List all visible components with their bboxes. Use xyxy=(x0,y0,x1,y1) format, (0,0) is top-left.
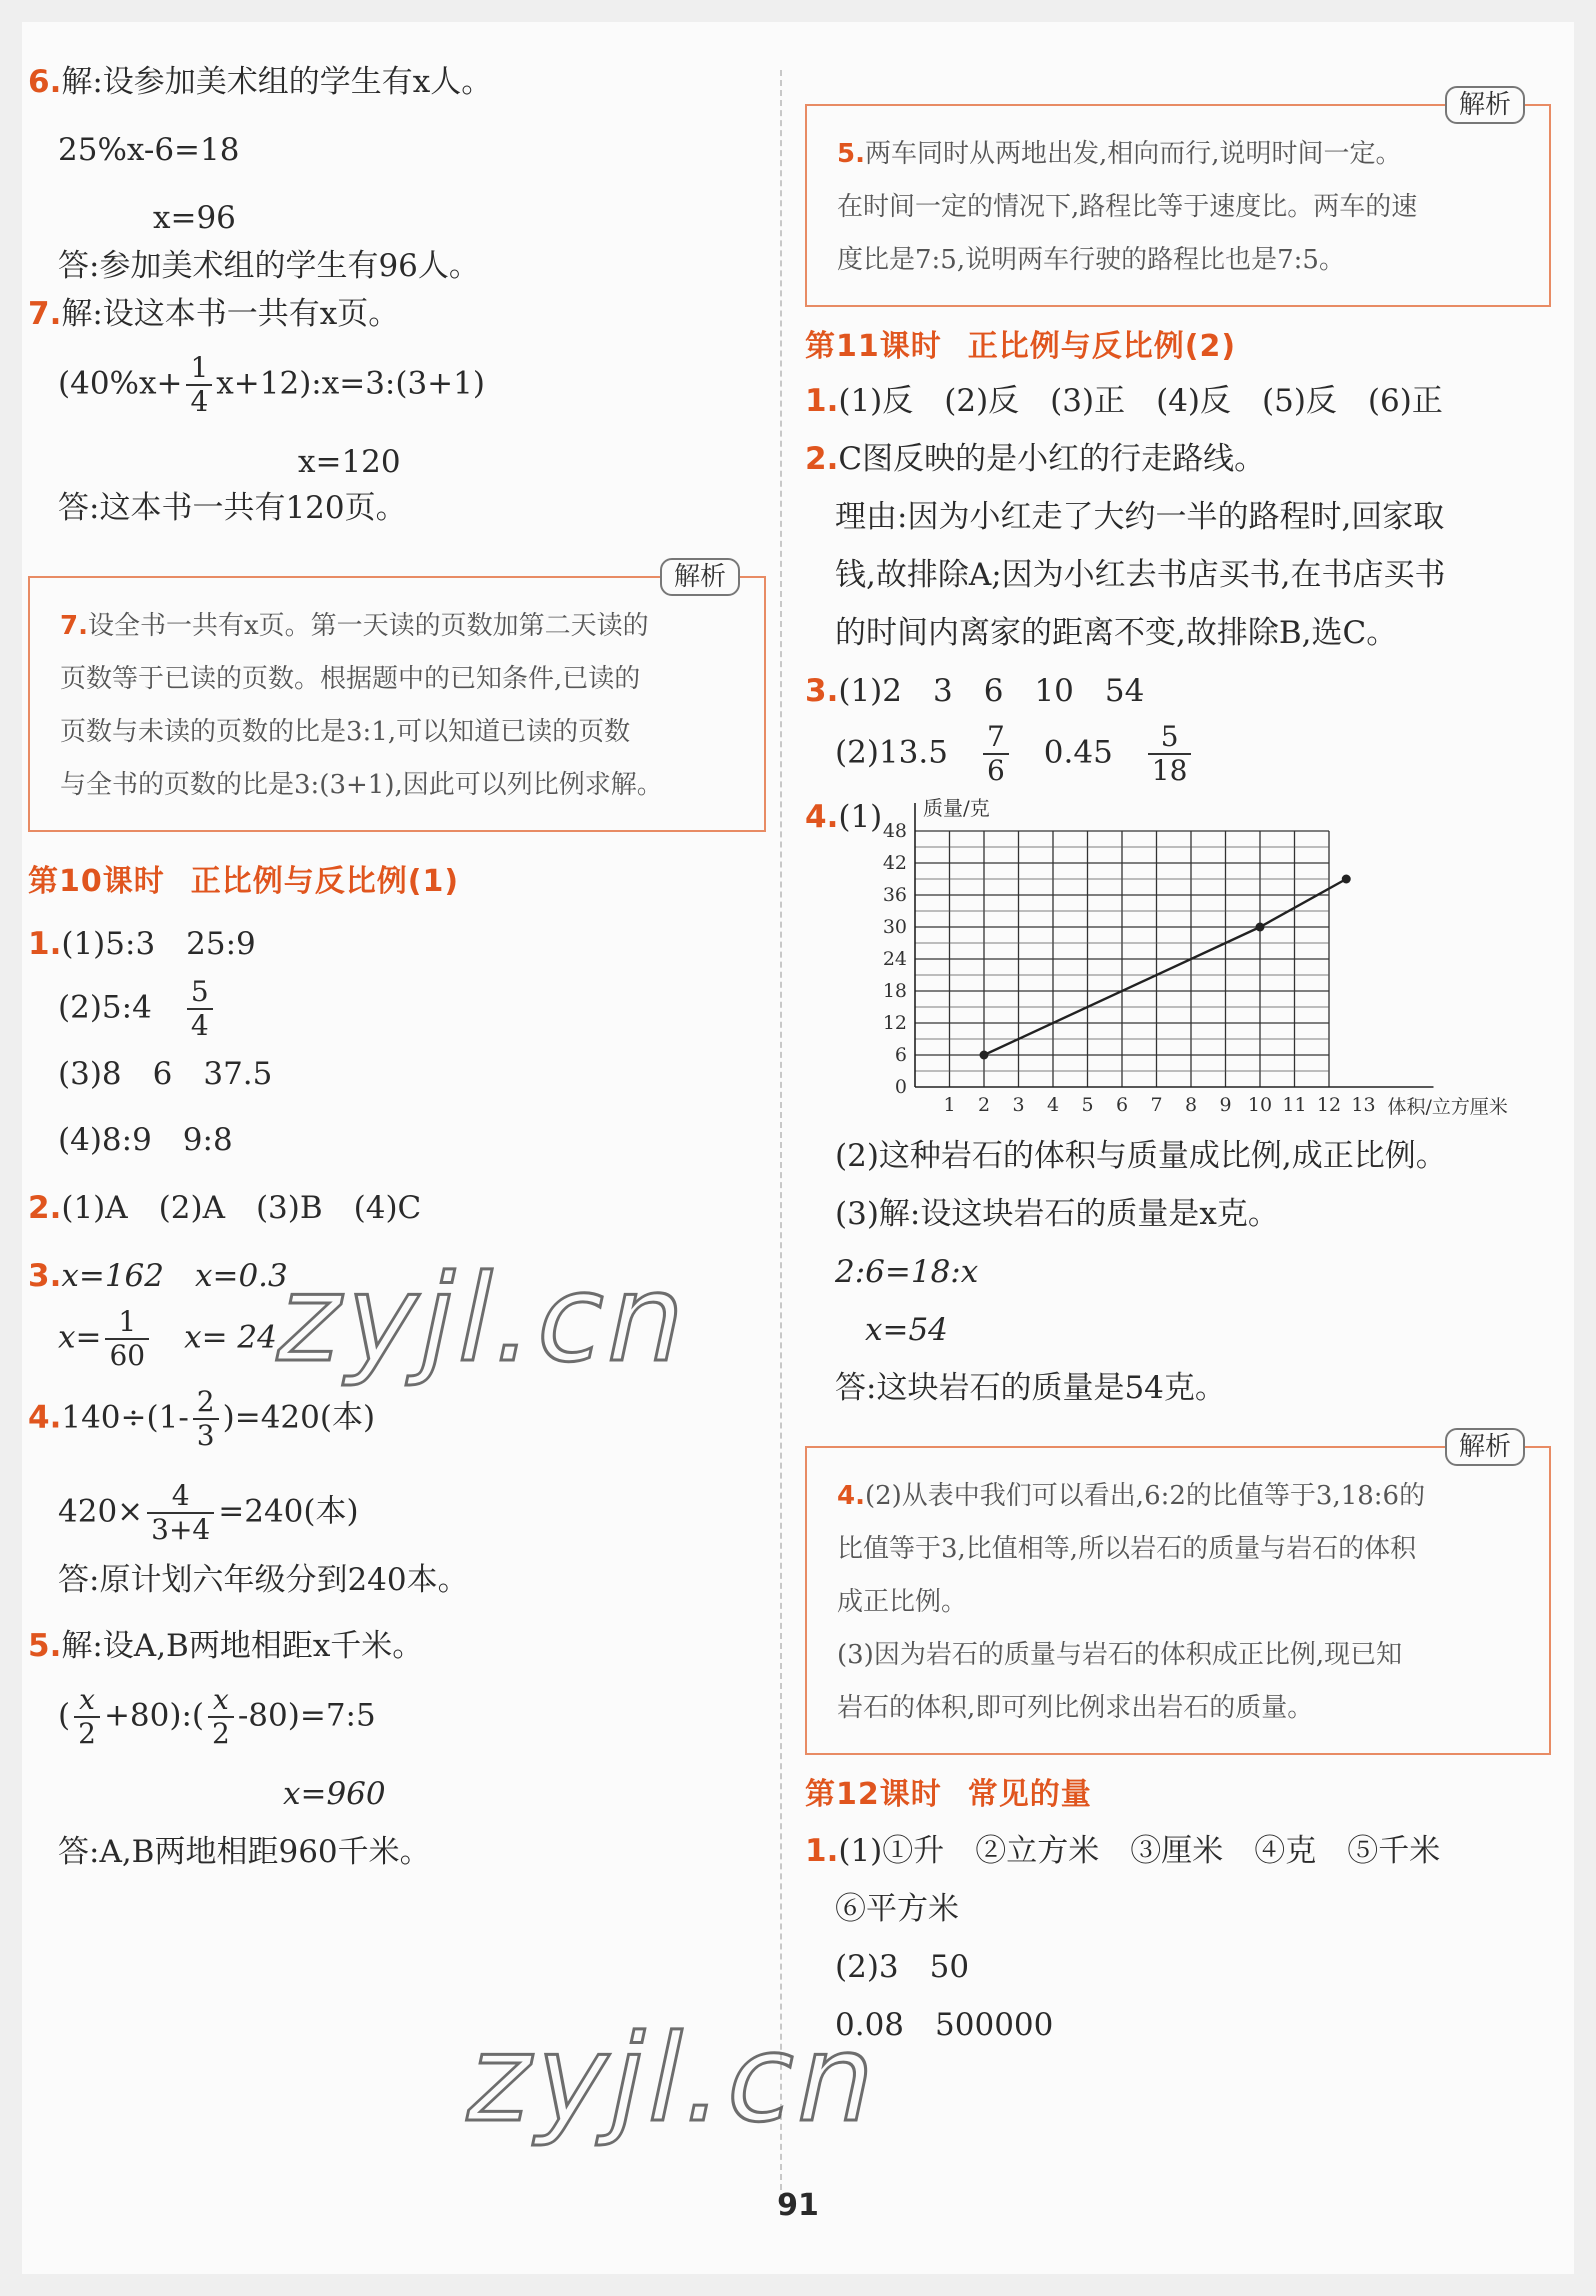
s11-q2-l3: 钱,故排除A;因为小红去书店买书,在书店买书 xyxy=(835,557,1446,593)
x-tick-label: 9 xyxy=(1219,1094,1232,1116)
analysis-box-q5 xyxy=(805,90,1551,307)
s10-q1-fraction xyxy=(187,976,213,1042)
page-number: 91 xyxy=(777,2188,819,2223)
q6-answer: 答:参加美术组的学生有96人。 xyxy=(58,248,480,284)
section-12-topic: 常见的量 xyxy=(967,1777,1092,1812)
s11-q3-l2 xyxy=(805,721,1550,787)
s11-q2-num: 2. xyxy=(805,441,839,477)
analysis-text-4: (3)因为岩石的质量与岩石的体积成正比例,现已知 xyxy=(837,1640,1403,1670)
s10-q5-eq1 xyxy=(28,1684,768,1750)
frac-den: 2 xyxy=(74,1716,100,1750)
analysis-text-2: 比值等于3,比值相等,所以岩石的质量与岩石的体积 xyxy=(837,1534,1417,1564)
analysis-text-1: (2)从表中我们可以看出,6:2的比值等于3,18:6的 xyxy=(864,1481,1426,1511)
s10-q4-post: )=420(本) xyxy=(222,1399,376,1436)
column-divider xyxy=(780,70,782,2200)
section-title-12 xyxy=(805,1771,1550,1819)
s11-q2-text: C图反映的是小红的行走路线。 xyxy=(838,441,1266,477)
s10-q4-fraction-2 xyxy=(147,1480,214,1546)
s10-q5-fraction-2 xyxy=(208,1684,234,1750)
x-tick-label: 4 xyxy=(1046,1094,1060,1116)
x-tick-label: 3 xyxy=(1012,1094,1025,1116)
s10-q4-fraction-1 xyxy=(193,1386,219,1452)
analysis-line xyxy=(837,128,1527,181)
s12-q1 xyxy=(805,1829,1550,1873)
analysis-text-3: 页数与未读的页数的比是3:1,可以知道已读的页数 xyxy=(60,717,631,747)
s10-q4-l2-pre: 420× xyxy=(58,1493,144,1530)
s10-q4-l2-post: =240(本) xyxy=(218,1493,359,1530)
s10-q3-fraction xyxy=(105,1306,149,1372)
section-11-topic: 正比例与反比例(2) xyxy=(967,329,1237,364)
x-tick-label: 11 xyxy=(1282,1094,1307,1116)
q6-num: 6. xyxy=(28,64,62,100)
q6-line xyxy=(28,60,768,104)
s12-q1-l2: ⑥平方米 xyxy=(835,1891,959,1927)
s10-q5-answer: 答:A,B两地相距960千米。 xyxy=(58,1834,431,1870)
analysis-box-q7 xyxy=(28,562,766,832)
s10-q5-eq2: x=960 xyxy=(283,1776,386,1812)
section-11-lesson: 第11课时 xyxy=(805,329,942,364)
s10-q3-l2-post: x= 24 xyxy=(184,1319,277,1356)
right-column xyxy=(805,60,1550,2047)
frac-den: 60 xyxy=(105,1338,149,1372)
s11-q4-l2: (2)这种岩石的体积与质量成比例,成正比例。 xyxy=(835,1138,1447,1174)
frac-num: 4 xyxy=(171,1479,190,1512)
s11-q2 xyxy=(805,437,1550,481)
series-line xyxy=(984,879,1346,1055)
analysis-tag: 解析 xyxy=(1445,86,1525,124)
q7-eq1 xyxy=(28,352,768,418)
analysis-text-1: 两车同时从两地出发,相向而行,说明时间一定。 xyxy=(864,139,1402,169)
q7-frac-den: 4 xyxy=(186,384,212,418)
y-tick-label: 0 xyxy=(894,1076,907,1098)
section-title-10 xyxy=(28,858,768,906)
section-10-lesson: 第10课时 xyxy=(28,864,165,899)
s10-q5 xyxy=(28,1624,768,1668)
s11-q3-fraction-1 xyxy=(983,721,1009,787)
y-tick-label: 24 xyxy=(882,948,907,970)
analysis-line xyxy=(60,600,742,653)
s10-q1-text: (1)5:3 25:9 xyxy=(61,926,256,962)
data-point xyxy=(980,1051,989,1060)
q6-eq2: x=96 xyxy=(153,200,236,236)
frac-num: 5 xyxy=(190,975,209,1008)
q6-eq1: 25%x-6=18 xyxy=(58,132,240,168)
frac-num: 2 xyxy=(196,1385,215,1418)
s10-q5-eq-c: -80)=7:5 xyxy=(237,1697,376,1734)
q7-frac-num: 1 xyxy=(190,351,209,384)
s11-q2-l4: 的时间内离家的距离不变,故排除B,选C。 xyxy=(835,615,1398,651)
s11-q1 xyxy=(805,379,1550,423)
s12-q1-l4: 0.08 500000 xyxy=(835,2007,1054,2043)
q7-eq-post: x+12):x=3:(3+1) xyxy=(216,365,485,402)
analysis-text-5: 岩石的体积,即可列比例求出岩石的质量。 xyxy=(837,1693,1314,1723)
analysis-text-2: 页数等于已读的页数。根据题中的已知条件,已读的 xyxy=(60,664,641,694)
s10-q1-l2 xyxy=(28,976,768,1042)
y-axis-label: 质量/克 xyxy=(923,796,990,820)
left-column xyxy=(28,60,768,1874)
x-tick-label: 1 xyxy=(943,1094,956,1116)
watermark: zyjl.cn xyxy=(265,1250,704,1389)
s10-q5-text: 解:设A,B两地相距x千米。 xyxy=(61,1628,424,1664)
x-tick-label: 12 xyxy=(1316,1094,1342,1116)
q7-text: 解:设这本书一共有x页。 xyxy=(61,296,400,332)
data-point xyxy=(1256,923,1265,932)
s10-q4-num: 4. xyxy=(28,1399,62,1436)
s10-q4-l2 xyxy=(28,1480,768,1546)
q6-text: 解:设参加美术组的学生有x人。 xyxy=(61,64,493,100)
s10-q2 xyxy=(28,1186,768,1230)
q7-eq2: x=120 xyxy=(298,444,401,480)
s10-q5-fraction-1 xyxy=(74,1684,100,1750)
frac-den: 4 xyxy=(187,1008,213,1042)
y-tick-label: 12 xyxy=(882,1012,907,1034)
s10-q3-l2-pre: x= xyxy=(58,1319,102,1356)
q7-answer: 答:这本书一共有120页。 xyxy=(58,490,407,526)
x-axis-label: 体积/立方厘米 xyxy=(1387,1096,1508,1118)
s11-q4-part: (1) xyxy=(838,799,883,835)
frac-den: 6 xyxy=(983,753,1009,787)
section-12-lesson: 第12课时 xyxy=(805,1777,942,1812)
s10-q4-pre: 140÷(1- xyxy=(61,1399,189,1436)
s12-q1-num: 1. xyxy=(805,1833,839,1869)
watermark: zyjl.cn xyxy=(455,2010,894,2149)
analysis-tag: 解析 xyxy=(1445,1428,1525,1466)
x-tick-label: 5 xyxy=(1081,1094,1094,1116)
y-tick-label: 36 xyxy=(882,884,907,906)
frac-den: 3 xyxy=(193,1418,219,1452)
s11-q4-chart-block xyxy=(805,795,1550,1130)
s11-q4-l5: x=54 xyxy=(865,1312,948,1348)
analysis-box-q4 xyxy=(805,1432,1551,1755)
s10-q3-text: x=162 x=0.3 xyxy=(61,1258,288,1294)
y-tick-label: 6 xyxy=(894,1044,907,1066)
s11-q4-l3: (3)解:设这块岩石的质量是x克。 xyxy=(835,1196,1279,1232)
y-tick-label: 18 xyxy=(882,980,907,1002)
frac-den: 3+4 xyxy=(147,1512,214,1546)
s10-q5-eq-b: +80):( xyxy=(103,1697,204,1734)
frac-num: 5 xyxy=(1160,720,1179,753)
s10-q1-l3: (3)8 6 37.5 xyxy=(58,1056,273,1092)
analysis-text-2: 在时间一定的情况下,路程比等于速度比。两车的速 xyxy=(837,192,1418,222)
frac-den: 2 xyxy=(208,1716,234,1750)
s11-q3 xyxy=(805,669,1550,713)
s10-q4-answer: 答:原计划六年级分到240本。 xyxy=(58,1562,469,1598)
q7-eq-pre: (40%x+ xyxy=(58,365,183,402)
analysis-line xyxy=(837,1470,1527,1523)
s12-q1-text: (1)①升 ②立方米 ③厘米 ④克 ⑤千米 xyxy=(838,1833,1441,1869)
s12-q1-l3: (2)3 50 xyxy=(835,1949,970,1985)
s10-q2-text: (1)A (2)A (3)B (4)C xyxy=(61,1190,422,1226)
analysis-num: 5. xyxy=(837,139,865,169)
s10-q2-num: 2. xyxy=(28,1190,62,1226)
analysis-text-3: 度比是7:5,说明两车行驶的路程比也是7:5。 xyxy=(837,245,1345,275)
s10-q4-l1 xyxy=(28,1386,768,1452)
analysis-text-3: 成正比例。 xyxy=(837,1587,968,1617)
analysis-num: 7. xyxy=(60,611,88,641)
s11-q4-l4: 2:6=18:x xyxy=(835,1254,979,1290)
s10-q1-l1 xyxy=(28,922,768,966)
analysis-text-4: 与全书的页数的比是3:(3+1),因此可以列比例求解。 xyxy=(60,770,663,800)
s10-q5-eq-a: ( xyxy=(58,1697,71,1734)
y-tick-label: 42 xyxy=(882,852,907,874)
frac-num: 7 xyxy=(986,720,1005,753)
s11-q4-num: 4. xyxy=(805,799,839,835)
s10-q1-num: 1. xyxy=(28,926,62,962)
analysis-tag: 解析 xyxy=(660,558,740,596)
s11-q1-num: 1. xyxy=(805,383,839,419)
s11-q3-mid: 0.45 xyxy=(1043,734,1113,771)
s10-q1-l2-pre: (2)5:4 xyxy=(58,989,152,1026)
frac-num: x xyxy=(79,1683,95,1716)
section-title-11 xyxy=(805,323,1550,371)
q7-fraction xyxy=(186,352,212,418)
s11-q3-text: (1)2 3 6 10 54 xyxy=(838,673,1145,709)
q7-line xyxy=(28,292,768,336)
x-tick-label: 2 xyxy=(977,1094,991,1116)
section-10-topic: 正比例与反比例(1) xyxy=(190,864,460,899)
s10-q3-num: 3. xyxy=(28,1258,62,1294)
x-tick-label: 8 xyxy=(1184,1094,1198,1116)
s11-q1-text: (1)反 (2)反 (3)正 (4)反 (5)反 (6)正 xyxy=(838,383,1443,419)
s11-q3-l2-pre: (2)13.5 xyxy=(835,734,948,771)
frac-num: 1 xyxy=(118,1305,137,1338)
s11-q4-answer: 答:这块岩石的质量是54克。 xyxy=(835,1370,1226,1406)
mass-volume-chart xyxy=(845,795,1545,1130)
frac-den: 18 xyxy=(1148,753,1192,787)
x-tick-label: 10 xyxy=(1247,1094,1273,1116)
s10-q5-num: 5. xyxy=(28,1628,62,1664)
frac-num: x xyxy=(213,1683,229,1716)
x-tick-label: 7 xyxy=(1150,1094,1163,1116)
data-point xyxy=(1342,875,1351,884)
y-tick-label: 30 xyxy=(882,916,907,938)
s11-q3-num: 3. xyxy=(805,673,839,709)
y-tick-label: 48 xyxy=(882,820,907,842)
analysis-num: 4. xyxy=(837,1481,865,1511)
x-tick-label: 13 xyxy=(1351,1094,1376,1116)
q7-num: 7. xyxy=(28,296,62,332)
x-tick-label: 6 xyxy=(1115,1094,1129,1116)
analysis-text-1: 设全书一共有x页。第一天读的页数加第二天读的 xyxy=(87,611,649,641)
s10-q1-l4: (4)8:9 9:8 xyxy=(58,1122,233,1158)
s11-q2-l2: 理由:因为小红走了大约一半的路程时,回家取 xyxy=(835,499,1445,535)
s11-q3-fraction-2 xyxy=(1148,721,1192,787)
